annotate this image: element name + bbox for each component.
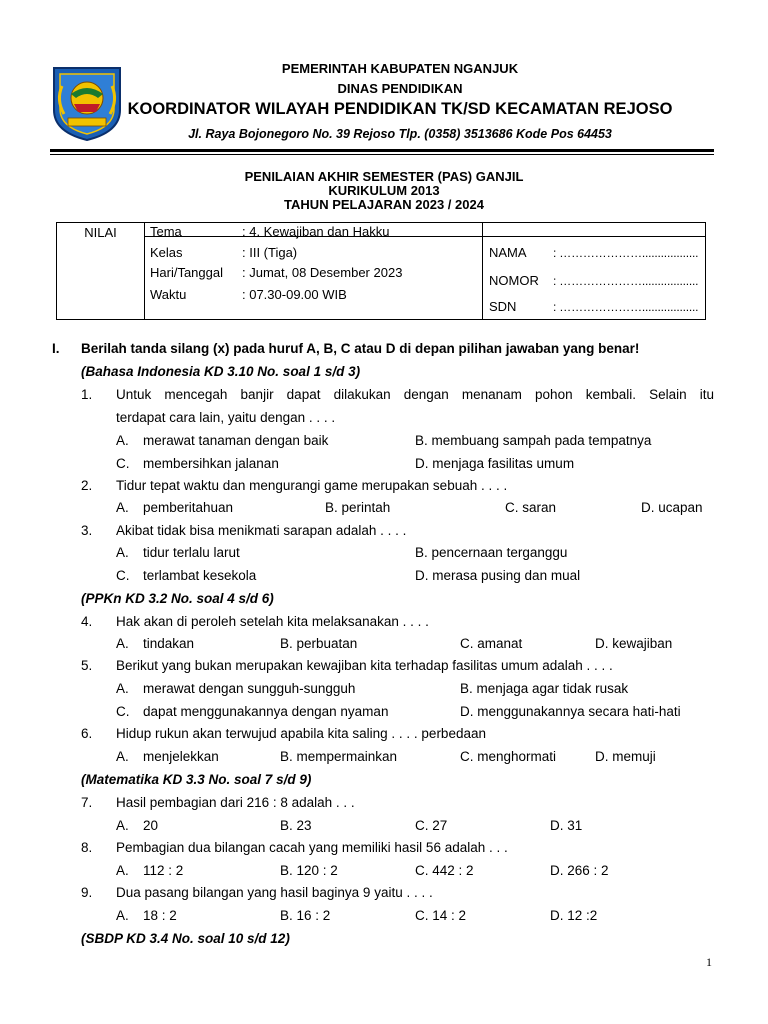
option-c[interactable]: C. amanat: [460, 636, 523, 651]
option-a[interactable]: 112 : 2: [143, 863, 184, 878]
option-a[interactable]: 18 : 2: [143, 908, 177, 923]
class-label: Kelas: [150, 245, 183, 260]
subject-heading: (PPKn KD 3.2 No. soal 4 s/d 6): [81, 591, 274, 606]
question-text: Berikut yang bukan merupakan kewajiban kita terhadap fasilitas umum adalah . . . .: [116, 658, 613, 673]
question-number: 3.: [81, 523, 93, 538]
score-cell: [57, 223, 145, 319]
option-a[interactable]: merawat tanaman dengan baik: [143, 433, 329, 448]
option-c[interactable]: terlambat kesekola: [143, 568, 257, 583]
option-b[interactable]: B. mempermainkan: [280, 749, 398, 764]
option-b[interactable]: B. 16 : 2: [280, 908, 331, 923]
option-c[interactable]: C. 14 : 2: [415, 908, 467, 923]
date-value: : Jumat, 08 Desember 2023: [242, 265, 403, 280]
school-field[interactable]: : …………………..................: [553, 300, 699, 314]
date-label: Hari/Tanggal: [150, 265, 223, 280]
option-letter: C.: [116, 456, 130, 471]
letterhead-government: PEMERINTAH KABUPATEN NGANJUK: [281, 61, 519, 76]
option-a[interactable]: tidur terlalu larut: [143, 545, 240, 560]
question-text: Pembagian dua bilangan cacah yang memiliki hasil 56 adalah . . .: [116, 840, 508, 855]
student-identity-cell: [483, 223, 705, 319]
option-b[interactable]: B. perbuatan: [280, 636, 358, 651]
question-number: 1.: [81, 387, 93, 402]
option-a[interactable]: menjelekkan: [143, 749, 219, 764]
question-text: Untuk mencegah banjir dapat dilakukan dengan menanam pohon kembali. Selain itu: [116, 387, 714, 402]
option-letter: A.: [116, 636, 129, 651]
time-value: : 07.30-09.00 WIB: [242, 287, 347, 302]
option-b[interactable]: B. 23: [280, 818, 312, 833]
regency-crest-logo: [50, 64, 124, 142]
option-c[interactable]: membersihkan jalanan: [143, 456, 279, 471]
option-letter: A.: [116, 500, 129, 515]
option-c[interactable]: C. saran: [505, 500, 557, 515]
school-label: SDN: [489, 299, 517, 314]
question-text: Tidur tepat waktu dan mengurangi game merupakan sebuah . . . .: [116, 478, 508, 493]
option-d[interactable]: D. 266 : 2: [550, 863, 609, 878]
exam-title: PENILAIAN AKHIR SEMESTER (PAS) GANJIL: [244, 169, 524, 184]
option-a[interactable]: tindakan: [143, 636, 195, 651]
question-text: Dua pasang bilangan yang hasil baginya 9 yaitu . . . .: [116, 885, 433, 900]
page-number: 1: [706, 955, 712, 969]
option-letter: A.: [116, 863, 129, 878]
class-value: : III (Tiga): [242, 245, 298, 260]
option-c[interactable]: C. 442 : 2: [415, 863, 474, 878]
option-a[interactable]: pemberitahuan: [143, 500, 234, 515]
option-d[interactable]: D. memuji: [595, 749, 656, 764]
option-d[interactable]: D. menjaga fasilitas umum: [415, 456, 575, 471]
theme-value: : 4. Kewajiban dan Hakku: [242, 224, 390, 239]
option-letter: A.: [116, 908, 129, 923]
option-letter: A.: [116, 681, 129, 696]
letterhead-address: Jl. Raya Bojonegoro No. 39 Rejoso Tlp. (0358) 3513686 Kode Pos 64453: [188, 127, 612, 141]
option-c[interactable]: dapat menggunakannya dengan nyaman: [143, 704, 389, 719]
subject-heading: (Matematika KD 3.3 No. soal 7 s/d 9): [81, 772, 312, 787]
option-letter: C.: [116, 568, 130, 583]
option-b[interactable]: B. membuang sampah pada tempatnya: [415, 433, 652, 448]
option-d[interactable]: D. 12 :2: [550, 908, 598, 923]
option-b[interactable]: B. pencernaan terganggu: [415, 545, 568, 560]
letterhead-department: DINAS PENDIDIKAN: [337, 81, 463, 96]
question-number: 7.: [81, 795, 93, 810]
option-d[interactable]: D. kewajiban: [595, 636, 673, 651]
question-number: 6.: [81, 726, 93, 741]
subject-heading: (Bahasa Indonesia KD 3.10 No. soal 1 s/d 3): [81, 364, 361, 379]
option-letter: A.: [116, 545, 129, 560]
option-d[interactable]: D. 31: [550, 818, 583, 833]
option-a[interactable]: 20: [143, 818, 159, 833]
question-number: 2.: [81, 478, 93, 493]
number-label: NOMOR: [489, 273, 539, 288]
time-label: Waktu: [150, 287, 187, 302]
option-letter: A.: [116, 749, 129, 764]
letterhead-divider-thick: [50, 149, 714, 152]
question-text: Hasil pembagian dari 216 : 8 adalah . . .: [116, 795, 355, 810]
option-b[interactable]: B. perintah: [325, 500, 391, 515]
question-number: 5.: [81, 658, 93, 673]
question-number: 9.: [81, 885, 93, 900]
name-label: NAMA: [489, 245, 527, 260]
section-number: I.: [52, 341, 60, 356]
option-b[interactable]: B. 120 : 2: [280, 863, 338, 878]
option-a[interactable]: merawat dengan sungguh-sungguh: [143, 681, 356, 696]
number-field[interactable]: : …………………..................: [553, 274, 699, 288]
section-instruction: Berilah tanda silang (x) pada huruf A, B, C atau D di depan pilihan jawaban yang benar!: [81, 341, 640, 356]
option-b[interactable]: B. menjaga agar tidak rusak: [460, 681, 629, 696]
question-text-continued: terdapat cara lain, yaitu dengan . . . .: [116, 410, 336, 425]
option-c[interactable]: C. 27: [415, 818, 448, 833]
exam-details-cell: [145, 223, 483, 319]
question-text: Hak akan di peroleh setelah kita melaksanakan . . . .: [116, 614, 429, 629]
name-field[interactable]: : …………………..................: [553, 246, 699, 260]
question-number: 8.: [81, 840, 93, 855]
option-letter: C.: [116, 704, 130, 719]
option-letter: A.: [116, 818, 129, 833]
question-number: 4.: [81, 614, 93, 629]
option-d[interactable]: D. menggunakannya secara hati-hati: [460, 704, 681, 719]
exam-curriculum: KURIKULUM 2013: [328, 183, 440, 198]
option-d[interactable]: D. merasa pusing dan mual: [415, 568, 581, 583]
option-letter: A.: [116, 433, 129, 448]
subject-heading: (SBDP KD 3.4 No. soal 10 s/d 12): [81, 931, 290, 946]
question-text: Hidup rukun akan terwujud apabila kita saling . . . . perbedaan: [116, 726, 486, 741]
exam-info-table: [56, 222, 706, 320]
theme-label: Tema: [150, 224, 182, 239]
score-label: NILAI: [84, 225, 117, 240]
letterhead-divider-thin: [50, 154, 714, 155]
exam-year: TAHUN PELAJARAN 2023 / 2024: [284, 197, 484, 212]
question-text: Akibat tidak bisa menikmati sarapan adalah . . . .: [116, 523, 407, 538]
letterhead-coordinator: KOORDINATOR WILAYAH PENDIDIKAN TK/SD KECAMATAN REJOSO: [127, 100, 673, 118]
option-d[interactable]: D. ucapan: [641, 500, 703, 515]
option-c[interactable]: C. menghormati: [460, 749, 557, 764]
